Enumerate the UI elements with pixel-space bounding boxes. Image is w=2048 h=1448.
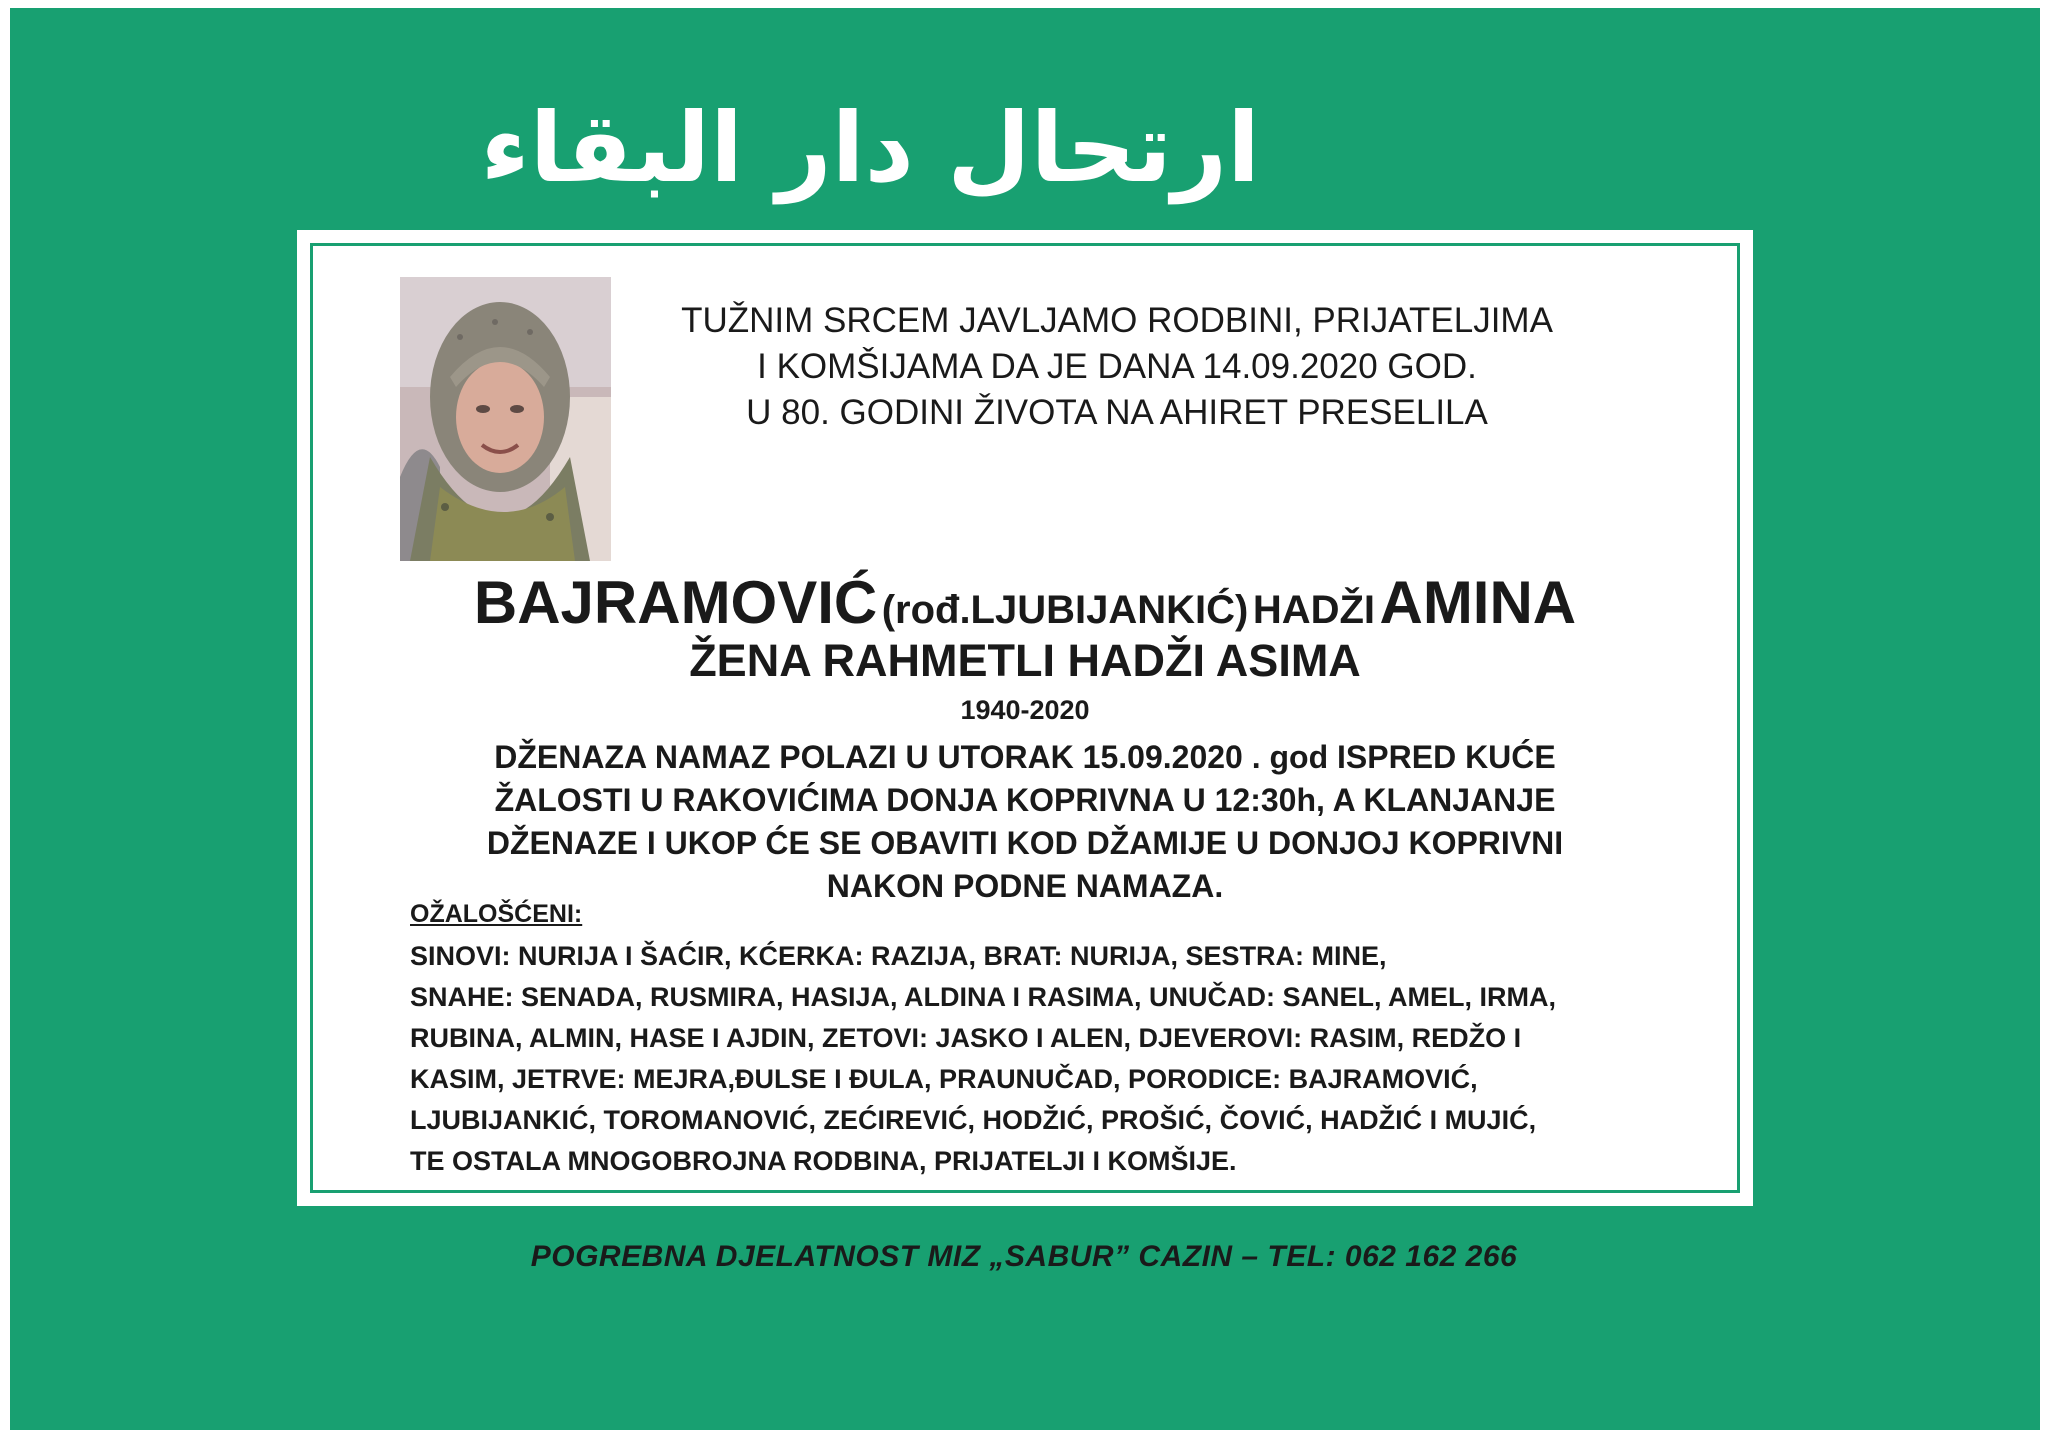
funeral-details xyxy=(297,736,1753,908)
deceased-name xyxy=(297,568,1753,637)
deceased-maiden-name: (rođ.LJUBIJANKIĆ) xyxy=(881,588,1249,632)
portrait-illustration xyxy=(400,277,611,561)
mourners-list xyxy=(410,936,1710,1182)
mourners-line: LJUBIJANKIĆ, TOROMANOVIĆ, ZEĆIREVIĆ, HODŽIĆ, PROŠIĆ, ČOVIĆ, HADŽIĆ I MUJIĆ, xyxy=(410,1105,1537,1135)
funeral-line: DŽENAZE I UKOP ĆE SE OBAVITI KOD DŽAMIJE U DONJOJ KOPRIVNI xyxy=(486,825,1564,861)
deceased-surname: BAJRAMOVIĆ xyxy=(473,569,878,636)
mourners-line: TE OSTALA MNOGOBROJNA RODBINA, PRIJATELJI I KOMŠIJE. xyxy=(410,1146,1237,1176)
deceased-title: HADŽI xyxy=(1252,588,1376,632)
announcement-line: TUŽNIM SRCEM JAVLJAMO RODBINI, PRIJATELJIMA xyxy=(681,301,1553,340)
mourners-line: KASIM, JETRVE: MEJRA,ĐULSE I ĐULA, PRAUNUČAD, PORODICE: BAJRAMOVIĆ, xyxy=(410,1064,1478,1094)
portrait-photo xyxy=(400,277,611,561)
arabic-calligraphy-heading: ارتحال دار البقاء xyxy=(480,92,1260,204)
funeral-line: NAKON PODNE NAMAZA. xyxy=(826,868,1224,904)
mourners-line: SINOVI: NURIJA I ŠAĆIR, KĆERKA: RAZIJA, BRAT: NURIJA, SESTRA: MINE, xyxy=(410,941,1387,971)
funeral-line: DŽENAZA NAMAZ POLAZI U UTORAK 15.09.2020 . god ISPRED KUĆE xyxy=(494,739,1556,775)
obituary-frame xyxy=(297,230,1753,1206)
life-years: 1940-2020 xyxy=(960,695,1090,725)
announcement-text xyxy=(637,298,1597,436)
mourners-line: SNAHE: SENADA, RUSMIRA, HASIJA, ALDINA I RASIMA, UNUČAD: SANEL, AMEL, IRMA, xyxy=(410,982,1557,1012)
announcement-line: U 80. GODINI ŽIVOTA NA AHIRET PRESELILA xyxy=(746,393,1488,432)
funeral-line: ŽALOSTI U RAKOVIĆIMA DONJA KOPRIVNA U 12:30h, A KLANJANJE xyxy=(494,782,1556,818)
mourners-heading: OŽALOŠĆENI: xyxy=(410,900,583,928)
deceased-first-name: AMINA xyxy=(1379,569,1577,636)
spouse-line: ŽENA RAHMETLI HADŽI ASIMA xyxy=(689,635,1361,686)
funeral-service-footer: POGREBNA DJELATNOST MIZ „SABUR” CAZIN – TEL: 062 162 266 xyxy=(530,1240,1518,1273)
announcement-line: I KOMŠIJAMA DA JE DANA 14.09.2020 GOD. xyxy=(757,347,1477,386)
mourners-line: RUBINA, ALMIN, HASE I AJDIN, ZETOVI: JASKO I ALEN, DJEVEROVI: RASIM, REDŽO I xyxy=(410,1023,1522,1053)
